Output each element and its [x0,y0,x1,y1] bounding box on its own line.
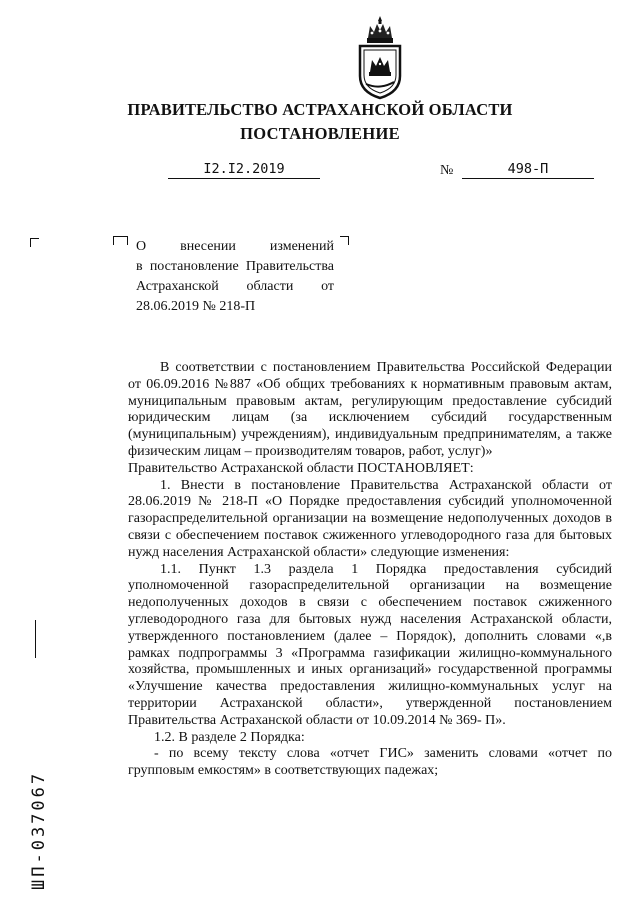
body-paragraph-preamble: В соответствии с постановлением Правительства Российской Федерации от 06.09.2016 №887 «Об общих требованиях к нормативным правовым актам, муниципальным правовым актам, регулирующим предоставление субсидий юридическим лицам (за исключением субсидий государственным (муниципальным) учреждениям), индивидуальным предпринимателям, а также физическим лицам – производителям товаров, работ, услуг)» [128,360,612,459]
body-paragraph-1: 1. Внести в постановление Правительства Астраханской области от 28.06.2019 № 218-П «О Порядке предоставления субсидий уполномоченной газораспределительной организации на возмещение недополученных доходов в связи с обеспечением поставок сжиженного углеводородного газа для бытовых нужд населения Астраханской области» следующие изменения: [128,477,612,560]
subject-open-mark-2 [120,236,128,245]
body-paragraph-1-2: 1.2. В разделе 2 Порядка: [154,729,305,745]
document-subject [136,237,334,317]
document-number: 498-П [462,161,594,179]
document-body [128,360,612,780]
organization-title: ПРАВИТЕЛЬСТВО АСТРАХАНСКОЙ ОБЛАСТИ [127,100,513,119]
side-serial-code-text: ШП-037067 [29,770,49,890]
side-margin-line [35,620,36,658]
subject-line-2: в постановление Правительства Астраханской области от 28.06.2019 № 218-П [136,259,334,314]
subject-close-mark [340,236,349,245]
subject-line-1: О внесении изменений [136,239,334,254]
body-paragraph-1-1: 1.1. Пункт 1.3 раздела 1 Порядка предоставления субсидий уполномоченной газораспределительной организации на возмещение недополученных доходов в связи с обеспечением поставок сжиженного углеводородного газа для бытовых нужд населения Астраханской области, утвержденного постановлением (далее – Порядок), дополнить словами «,в рамках подпрограммы 3 «Программа газификации жилищно-коммунального хозяйства, промышленных и иных организаций» государственной программы «Улучшение качества предоставления жилищно-коммунальных услуг на территории Астраханской области», утвержденной постановлением Правительства Астраханской области от 10.09.2014 № 369- П». [128,561,612,728]
coat-of-arms-emblem [352,14,408,100]
body-paragraph-decree: Правительство Астраханской области ПОСТАНОВЛЯЕТ: [128,460,474,476]
side-serial-code [17,722,57,892]
document-type-title: ПОСТАНОВЛЕНИЕ [240,124,400,143]
left-corner-mark [30,238,39,247]
number-sign: № [440,163,454,178]
document-date: I2.I2.2019 [168,161,320,179]
body-paragraph-1-2-item: - по всему тексту слова «отчет ГИС» заменить словами «отчет по групповым емкостям» в соответствующих падежах; [128,746,612,779]
